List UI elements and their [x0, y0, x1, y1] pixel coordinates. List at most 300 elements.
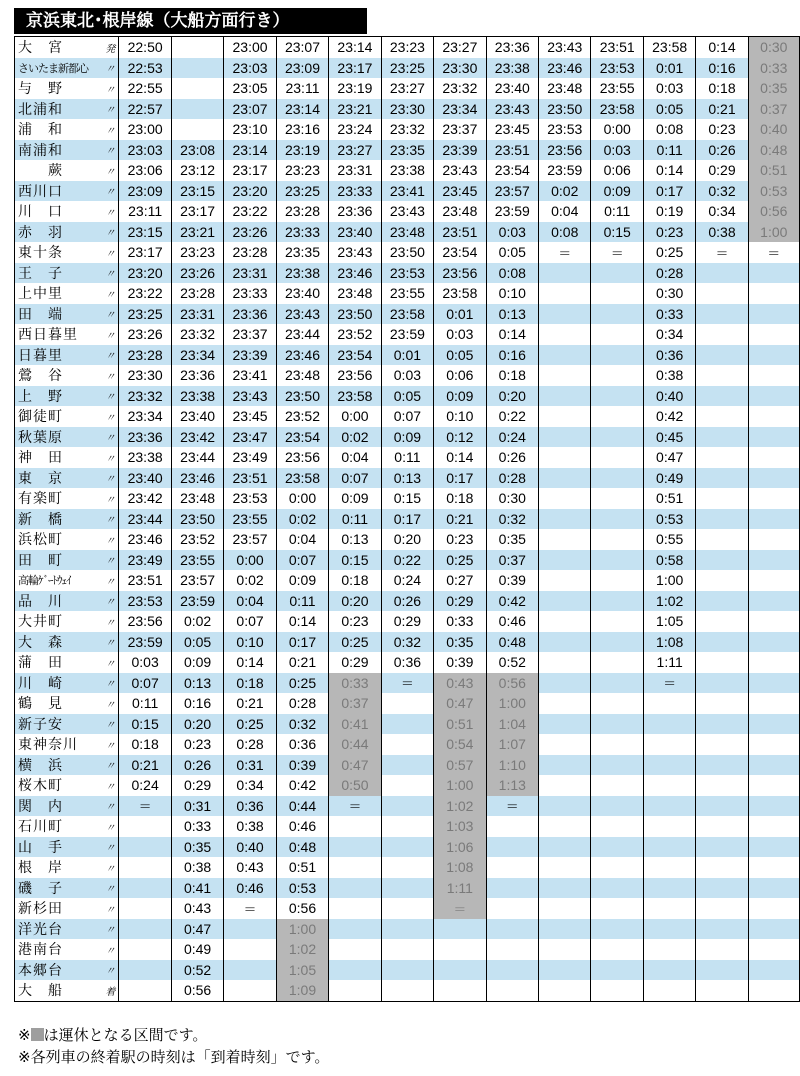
time-cell: 23:30	[381, 99, 433, 120]
time-cell: 23:59	[119, 632, 171, 653]
time-cell: 0:00	[276, 488, 328, 509]
time-cell: 23:50	[171, 509, 223, 530]
dep-arr-mark: 〃	[101, 550, 119, 571]
time-cell: 0:25	[434, 550, 486, 571]
time-cell: 23:52	[276, 406, 328, 427]
time-cell: 23:51	[434, 222, 486, 243]
time-cell: 0:05	[643, 99, 695, 120]
time-cell: 23:44	[276, 324, 328, 345]
time-cell: 23:36	[224, 304, 276, 325]
time-cell: 23:32	[381, 119, 433, 140]
time-cell: 0:08	[643, 119, 695, 140]
time-cell	[748, 980, 799, 1001]
station-name: 日暮里	[15, 345, 102, 366]
time-cell: 23:06	[119, 160, 171, 181]
time-cell	[591, 365, 643, 386]
time-cell: 23:32	[171, 324, 223, 345]
time-cell	[696, 529, 748, 550]
table-row	[15, 447, 800, 468]
time-cell: 0:20	[381, 529, 433, 550]
time-cell: 0:36	[224, 796, 276, 817]
time-cell: 1:13	[486, 775, 538, 796]
table-row	[15, 693, 800, 714]
time-cell	[539, 857, 591, 878]
time-cell: 23:17	[171, 201, 223, 222]
time-cell: 0:05	[486, 242, 538, 263]
time-cell: 0:28	[276, 693, 328, 714]
time-cell	[696, 611, 748, 632]
time-cell	[381, 939, 433, 960]
time-cell	[539, 263, 591, 284]
time-cell: 0:32	[696, 181, 748, 202]
time-cell	[539, 529, 591, 550]
time-cell	[748, 734, 799, 755]
time-cell: 0:21	[434, 509, 486, 530]
time-cell: 23:36	[171, 365, 223, 386]
station-name: 磯 子	[15, 878, 102, 899]
time-cell: 0:25	[224, 714, 276, 735]
time-cell: 23:41	[381, 181, 433, 202]
time-cell	[696, 960, 748, 981]
time-cell	[696, 591, 748, 612]
time-cell	[119, 857, 171, 878]
time-cell	[539, 673, 591, 694]
table-row	[15, 570, 800, 591]
station-name: 王 子	[15, 263, 102, 284]
time-cell	[119, 960, 171, 981]
time-cell	[486, 939, 538, 960]
time-cell: 0:02	[329, 427, 381, 448]
time-cell: 0:27	[434, 570, 486, 591]
time-cell: 23:34	[119, 406, 171, 427]
table-row	[15, 324, 800, 345]
time-cell: 23:55	[224, 509, 276, 530]
time-cell: 23:28	[119, 345, 171, 366]
dep-arr-mark: 〃	[101, 181, 119, 202]
dep-arr-mark: 〃	[101, 755, 119, 776]
time-cell: 0:42	[276, 775, 328, 796]
time-cell: 23:59	[171, 591, 223, 612]
time-cell: 23:03	[224, 58, 276, 79]
table-row	[15, 673, 800, 694]
time-cell	[381, 775, 433, 796]
time-cell: 0:34	[696, 201, 748, 222]
time-cell	[643, 878, 695, 899]
time-cell	[171, 58, 223, 79]
time-cell: 0:23	[171, 734, 223, 755]
time-cell: ＝	[434, 898, 486, 919]
time-cell: 1:08	[643, 632, 695, 653]
time-cell: 0:14	[224, 652, 276, 673]
dep-arr-mark: 〃	[101, 591, 119, 612]
time-cell	[643, 714, 695, 735]
time-cell: 0:09	[381, 427, 433, 448]
time-cell	[591, 878, 643, 899]
time-cell: 0:05	[381, 386, 433, 407]
dep-arr-mark: 〃	[101, 427, 119, 448]
time-cell	[539, 755, 591, 776]
time-cell: 23:41	[224, 365, 276, 386]
dep-arr-mark: 〃	[101, 775, 119, 796]
time-cell	[748, 406, 799, 427]
time-cell: 0:40	[748, 119, 799, 140]
time-cell	[748, 304, 799, 325]
time-cell: 0:21	[224, 693, 276, 714]
time-cell	[643, 898, 695, 919]
time-cell: 0:01	[381, 345, 433, 366]
time-cell: 23:23	[276, 160, 328, 181]
time-cell: 1:00	[486, 693, 538, 714]
time-cell: 0:44	[276, 796, 328, 817]
dep-arr-mark: 〃	[101, 734, 119, 755]
time-cell: 23:53	[591, 58, 643, 79]
time-cell: 23:50	[381, 242, 433, 263]
station-name: 鶯 谷	[15, 365, 102, 386]
time-cell	[539, 775, 591, 796]
time-cell	[591, 734, 643, 755]
time-cell: ＝	[696, 242, 748, 263]
time-cell: 23:48	[434, 201, 486, 222]
time-cell	[696, 693, 748, 714]
time-cell: 0:15	[591, 222, 643, 243]
gray-square-icon	[31, 1028, 44, 1041]
time-cell: 23:40	[119, 468, 171, 489]
time-cell	[748, 611, 799, 632]
time-cell: 0:41	[329, 714, 381, 735]
time-cell: 0:10	[434, 406, 486, 427]
time-cell: 0:35	[486, 529, 538, 550]
time-cell: 23:48	[381, 222, 433, 243]
time-cell: 23:24	[329, 119, 381, 140]
time-cell: 1:11	[434, 878, 486, 899]
time-cell: 0:56	[748, 201, 799, 222]
time-cell: 0:29	[696, 160, 748, 181]
station-name: 鶴 見	[15, 693, 102, 714]
time-cell: 0:51	[276, 857, 328, 878]
time-cell: 0:22	[486, 406, 538, 427]
time-cell: 0:07	[329, 468, 381, 489]
note-prefix: ※	[18, 1026, 31, 1044]
time-cell: 23:59	[381, 324, 433, 345]
time-cell: 23:26	[119, 324, 171, 345]
time-cell: 0:51	[643, 488, 695, 509]
time-cell: 0:03	[591, 140, 643, 161]
time-cell: 0:38	[696, 222, 748, 243]
time-cell: 0:07	[381, 406, 433, 427]
time-cell	[696, 816, 748, 837]
station-name: 浜松町	[15, 529, 102, 550]
time-cell	[434, 939, 486, 960]
time-cell: 23:28	[224, 242, 276, 263]
time-cell: 0:31	[224, 755, 276, 776]
time-cell: 1:04	[486, 714, 538, 735]
table-row	[15, 796, 800, 817]
time-cell	[434, 960, 486, 981]
time-cell	[539, 509, 591, 530]
time-cell	[748, 345, 799, 366]
time-cell	[696, 837, 748, 858]
time-cell	[591, 816, 643, 837]
time-cell: 23:57	[224, 529, 276, 550]
time-cell	[696, 673, 748, 694]
station-name: 大 森	[15, 632, 102, 653]
time-cell: 0:43	[224, 857, 276, 878]
time-cell: 0:37	[486, 550, 538, 571]
time-cell: 23:32	[434, 78, 486, 99]
time-cell: 0:05	[434, 345, 486, 366]
time-cell: 23:49	[119, 550, 171, 571]
time-cell: 23:46	[329, 263, 381, 284]
time-cell: 23:14	[224, 140, 276, 161]
time-cell	[748, 816, 799, 837]
time-cell: 0:43	[171, 898, 223, 919]
table-row	[15, 734, 800, 755]
time-cell	[224, 960, 276, 981]
time-cell	[486, 898, 538, 919]
time-cell	[381, 796, 433, 817]
time-cell	[696, 509, 748, 530]
table-row	[15, 119, 800, 140]
time-cell: 0:06	[591, 160, 643, 181]
time-cell	[591, 509, 643, 530]
dep-arr-mark: 〃	[101, 324, 119, 345]
time-cell	[381, 714, 433, 735]
station-name: 関 内	[15, 796, 102, 817]
time-cell: 23:26	[171, 263, 223, 284]
time-cell	[486, 960, 538, 981]
time-cell: 0:50	[329, 775, 381, 796]
dep-arr-mark: 〃	[101, 632, 119, 653]
table-row	[15, 898, 800, 919]
time-cell: 23:59	[539, 160, 591, 181]
time-cell: 0:26	[486, 447, 538, 468]
time-cell: 0:09	[171, 652, 223, 673]
time-cell: 0:30	[643, 283, 695, 304]
time-cell: 0:48	[276, 837, 328, 858]
time-cell	[539, 796, 591, 817]
dep-arr-mark: 着	[101, 980, 119, 1001]
time-cell: 0:52	[171, 960, 223, 981]
time-cell	[539, 570, 591, 591]
table-row	[15, 550, 800, 571]
table-row	[15, 37, 800, 58]
time-cell	[539, 406, 591, 427]
time-cell: 23:56	[434, 263, 486, 284]
time-cell	[591, 837, 643, 858]
time-cell: 1:06	[434, 837, 486, 858]
time-cell: 23:08	[171, 140, 223, 161]
dep-arr-mark: 〃	[101, 365, 119, 386]
table-row	[15, 304, 800, 325]
dep-arr-mark: 〃	[101, 796, 119, 817]
time-cell: 23:36	[486, 37, 538, 58]
time-cell: 0:43	[434, 673, 486, 694]
time-cell: 1:09	[276, 980, 328, 1001]
time-cell	[539, 898, 591, 919]
time-cell: 0:58	[643, 550, 695, 571]
time-cell	[696, 406, 748, 427]
time-cell: 1:03	[434, 816, 486, 837]
time-cell: 0:20	[486, 386, 538, 407]
time-cell	[591, 775, 643, 796]
time-cell: 0:49	[643, 468, 695, 489]
table-row	[15, 857, 800, 878]
time-cell: 0:24	[381, 570, 433, 591]
time-cell	[329, 857, 381, 878]
time-cell: 23:48	[171, 488, 223, 509]
time-cell	[119, 816, 171, 837]
table-row	[15, 714, 800, 735]
station-name: 神 田	[15, 447, 102, 468]
time-cell: 0:13	[171, 673, 223, 694]
time-cell: ＝	[748, 242, 799, 263]
time-cell	[329, 960, 381, 981]
time-cell: 0:04	[276, 529, 328, 550]
time-cell: 23:25	[276, 181, 328, 202]
time-cell	[381, 734, 433, 755]
page-title: 京浜東北･根岸線（大船方面行き）	[14, 8, 367, 34]
time-cell: 1:10	[486, 755, 538, 776]
time-cell: 23:50	[539, 99, 591, 120]
time-cell: 23:36	[329, 201, 381, 222]
time-cell	[748, 263, 799, 284]
table-row	[15, 406, 800, 427]
time-cell: ＝	[381, 673, 433, 694]
time-cell: 0:29	[329, 652, 381, 673]
time-cell: 0:48	[748, 140, 799, 161]
time-cell	[539, 652, 591, 673]
dep-arr-mark: 〃	[101, 283, 119, 304]
time-cell: 23:26	[224, 222, 276, 243]
station-name: 東神奈川	[15, 734, 102, 755]
time-cell: 23:20	[224, 181, 276, 202]
station-name: 浦 和	[15, 119, 102, 140]
dep-arr-mark: 〃	[101, 939, 119, 960]
time-cell: 23:11	[276, 78, 328, 99]
time-cell: 0:33	[748, 58, 799, 79]
time-cell: 0:38	[171, 857, 223, 878]
time-cell: 0:26	[171, 755, 223, 776]
time-cell	[539, 939, 591, 960]
time-cell	[643, 837, 695, 858]
time-cell: 23:39	[224, 345, 276, 366]
time-cell	[591, 488, 643, 509]
time-cell: 0:09	[276, 570, 328, 591]
time-cell	[748, 570, 799, 591]
time-cell	[748, 468, 799, 489]
time-cell: 0:20	[171, 714, 223, 735]
time-cell: 0:03	[486, 222, 538, 243]
time-cell: 23:14	[276, 99, 328, 120]
time-cell: 23:05	[224, 78, 276, 99]
time-cell	[696, 796, 748, 817]
time-cell	[696, 980, 748, 1001]
time-cell	[539, 468, 591, 489]
time-cell: 0:11	[276, 591, 328, 612]
time-cell: 0:17	[276, 632, 328, 653]
time-cell: 0:33	[329, 673, 381, 694]
dep-arr-mark: 〃	[101, 652, 119, 673]
time-cell: 23:43	[224, 386, 276, 407]
dep-arr-mark: 〃	[101, 488, 119, 509]
time-cell: 23:25	[119, 304, 171, 325]
table-row	[15, 960, 800, 981]
time-cell	[696, 714, 748, 735]
station-name: 高輪ｹﾞｰﾄｳｪｲ	[15, 570, 102, 591]
time-cell	[539, 345, 591, 366]
time-cell: 23:38	[276, 263, 328, 284]
time-cell: 1:00	[643, 570, 695, 591]
time-cell: 0:11	[329, 509, 381, 530]
time-cell: 23:43	[276, 304, 328, 325]
time-cell: 0:01	[434, 304, 486, 325]
time-cell	[591, 447, 643, 468]
time-cell: 0:24	[486, 427, 538, 448]
time-cell: 23:54	[276, 427, 328, 448]
timetable	[14, 36, 800, 1002]
time-cell	[591, 324, 643, 345]
time-cell	[224, 919, 276, 940]
time-cell: 23:43	[381, 201, 433, 222]
station-name: 与 野	[15, 78, 102, 99]
table-row	[15, 99, 800, 120]
time-cell: 23:56	[539, 140, 591, 161]
table-row	[15, 816, 800, 837]
time-cell: 0:31	[171, 796, 223, 817]
time-cell	[591, 919, 643, 940]
time-cell: 1:02	[434, 796, 486, 817]
time-cell: 0:36	[381, 652, 433, 673]
time-cell: 23:58	[329, 386, 381, 407]
time-cell: 0:40	[224, 837, 276, 858]
time-cell	[748, 488, 799, 509]
time-cell: 23:53	[381, 263, 433, 284]
time-cell	[539, 447, 591, 468]
time-cell: 0:00	[329, 406, 381, 427]
time-cell: 23:46	[171, 468, 223, 489]
time-cell: 23:58	[276, 468, 328, 489]
dep-arr-mark: 〃	[101, 529, 119, 550]
time-cell	[748, 632, 799, 653]
time-cell	[539, 632, 591, 653]
time-cell	[696, 652, 748, 673]
time-cell	[748, 837, 799, 858]
station-name: 大 宮	[15, 37, 102, 58]
table-row	[15, 160, 800, 181]
time-cell: 23:54	[329, 345, 381, 366]
time-cell: 0:13	[381, 468, 433, 489]
station-name: 上中里	[15, 283, 102, 304]
time-cell	[591, 939, 643, 960]
time-cell	[696, 857, 748, 878]
time-cell: ＝	[329, 796, 381, 817]
time-cell	[591, 857, 643, 878]
table-row	[15, 58, 800, 79]
time-cell: 23:28	[276, 201, 328, 222]
table-row	[15, 919, 800, 940]
time-cell: 0:10	[224, 632, 276, 653]
time-cell: 0:35	[434, 632, 486, 653]
time-cell: 0:25	[643, 242, 695, 263]
time-cell	[591, 406, 643, 427]
time-cell: 23:32	[119, 386, 171, 407]
time-cell: 0:26	[696, 140, 748, 161]
table-row	[15, 755, 800, 776]
time-cell	[696, 898, 748, 919]
time-cell	[748, 857, 799, 878]
time-cell	[539, 837, 591, 858]
time-cell: 23:38	[486, 58, 538, 79]
